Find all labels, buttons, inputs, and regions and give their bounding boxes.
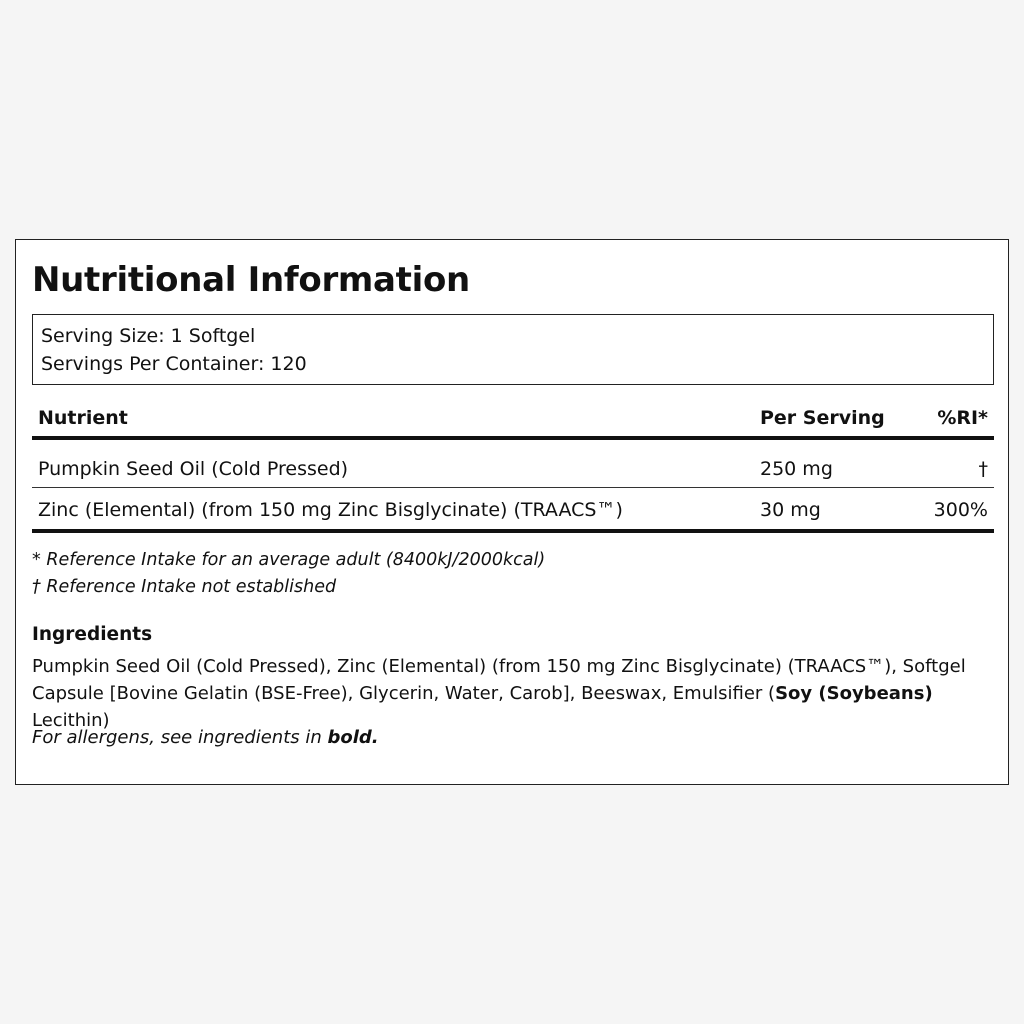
serving-size: Serving Size: 1 Softgel [41,325,256,347]
ingredients-text-part: Lecithin) [32,710,110,731]
allergen-note-text: For allergens, see ingredients in [32,727,328,748]
ingredients-allergen-bold: Soy (Soybeans) [775,683,933,704]
panel-title: Nutritional Information [32,260,470,300]
row-ri: † [978,458,988,480]
servings-per-container: Servings Per Container: 120 [41,353,307,375]
row-per-serving: 30 mg [760,499,821,521]
ingredients-heading: Ingredients [32,624,153,645]
row-per-serving: 250 mg [760,458,833,480]
allergen-note [32,724,379,752]
footnote-reference-intake: * Reference Intake for an average adult (8400kJ/2000kcal) [32,550,546,570]
header-ri: %RI* [937,407,988,429]
header-per-serving: Per Serving [760,407,885,429]
serving-info-box [32,314,994,385]
nutrition-panel [15,239,1009,785]
footnotes [32,547,545,601]
row-nutrient: Pumpkin Seed Oil (Cold Pressed) [38,458,349,480]
ingredients-text [32,653,1000,734]
nutrient-table [32,396,994,533]
table-row [32,488,994,533]
row-nutrient: Zinc (Elemental) (from 150 mg Zinc Bisglycinate) (TRAACS™) [38,499,623,521]
table-row [32,440,994,488]
row-ri: 300% [933,499,988,521]
header-nutrient: Nutrient [38,407,128,429]
footnote-not-established: † Reference Intake not established [32,577,337,597]
allergen-note-bold: bold. [327,727,379,748]
ingredients-text-part: Pumpkin Seed Oil (Cold Pressed), Zinc (Elemental) (from 150 mg Zinc Bisglycinate) (TRAACS™), Softgel Capsule [Bovine Gelatin (BSE-Free), Glycerin, Water, Carob], Beeswax, Emulsifier ( [32,656,966,704]
table-header-row [32,396,994,440]
